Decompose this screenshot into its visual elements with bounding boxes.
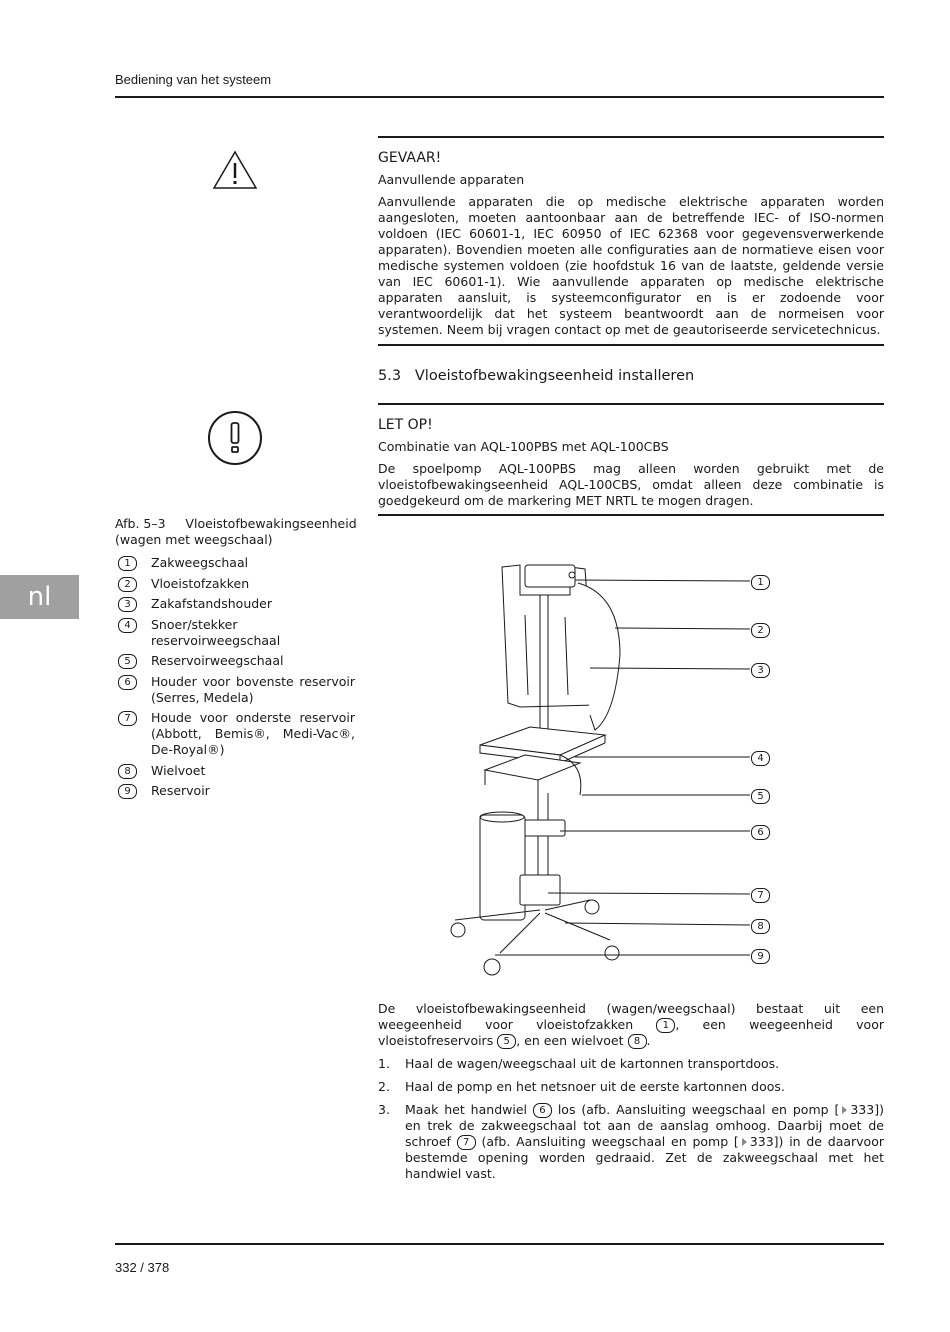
inline-number: 7 [457,1135,476,1150]
legend-item [115,763,355,779]
inline-number: 8 [628,1034,647,1049]
section-heading [378,368,694,384]
legend-item [115,596,355,612]
legend-text: Houder voor bovenste reservoir (Serres, Medela) [151,673,355,705]
page-number: 332 / 378 [115,1260,170,1275]
figure-caption-text: Vloeistofbewakingseenheid (wagen met weegschaal) [115,516,357,547]
legend-item [115,710,355,758]
callout-2: 2 [751,623,770,638]
section-number: 5.3 [378,368,402,384]
legend-item [115,617,355,649]
notice-title: LET OP! [378,417,433,433]
page-ref-arrow-icon [742,1138,747,1146]
step-number: 3. [378,1102,390,1117]
legend-number: 8 [118,764,137,779]
legend-number: 5 [118,654,137,669]
intro-text: De vloeistofbewakingseenheid (wagen/weegschaal) bestaat uit een weegeenheid voor vloeistofzakken [378,1001,884,1032]
inline-number: 1 [656,1018,675,1033]
step-item [378,1102,884,1182]
legend-text: Reservoir [151,783,210,798]
legend-number: 2 [118,577,137,592]
step-text: ]) en trek de zakweegschaal tot aan de aanslag omhoog. Daarbij moet de schroef [405,1102,884,1149]
running-header: Bediening van het systeem [115,72,272,87]
callout-4: 4 [751,751,770,766]
legend-text: Snoer/stekker reservoirweegschaal [151,616,281,648]
notice-box-bottom-rule [378,514,884,516]
legend-item [115,674,355,706]
notice-text: De spoelpomp AQL-100PBS mag alleen worden gebruikt met de vloeistofbewakingseenheid AQL-100CBS, omdat alleen deze combinatie is goedgekeurd om de markering MET NRTL te mogen dragen. [378,461,884,508]
danger-subtitle: Aanvullende apparaten [378,172,525,187]
danger-text: Aanvullende apparaten die op medische elektrische apparaten worden aangesloten, moeten aantoonbaar aan de betreffende IEC- of ISO-normen voldoen (IEC 60601-1, IEC 60950 of IEC 62368 voor gegevensverwerkende apparaten). Bovendien moeten alle configuraties aan de normatieve eisen voor medische systemen voldoen (zie hoofdstuk 16 van de laatste, geldende versie van IEC 60601-1). Wie aanvullende apparaten op medische elektrische apparaten aansluit, is systeemconfigurator en is er zodoende voor verantwoordelijk dat het systeem beantwoordt aan de normeisen voor systemen. Neem bij vragen contact op met de geautoriseerde servicetechnicus. [378,194,884,337]
cart-illustration [420,555,780,990]
legend-text: Zakweegschaal [151,555,249,570]
header-rule [115,96,884,98]
footer-rule [115,1243,884,1245]
step-text: los (afb. Aansluiting weegschaal en pomp [ [557,1102,840,1117]
step-item [378,1079,884,1095]
step-number: 2. [378,1079,390,1094]
legend-item [115,576,355,592]
figure-caption [115,516,360,548]
intro-text: , een weegeenheid voor vloeistofreservoirs [378,1017,884,1048]
callout-8: 8 [751,919,770,934]
legend-number: 7 [118,711,137,726]
notice-box-top-rule [378,403,884,405]
callout-6: 6 [751,825,770,840]
callout-9: 9 [751,949,770,964]
legend-number: 4 [118,618,137,633]
danger-box-top-rule [378,136,884,138]
callout-5: 5 [751,789,770,804]
danger-title: GEVAAR! [378,150,442,166]
section-title: Vloeistofbewakingseenheid installeren [414,368,695,384]
inline-number: 6 [533,1103,552,1118]
instruction-steps [378,1056,884,1189]
step-item [378,1056,884,1072]
legend-text: Vloeistofzakken [151,575,250,591]
legend-item [115,555,355,571]
intro-paragraph [378,1001,884,1049]
legend-text: Houde voor onderste reservoir (Abbott, Bemis®, Medi-Vac®, De-Royal®) [151,710,355,757]
legend-number: 1 [118,556,137,571]
legend-number: 3 [118,597,137,612]
notice-subtitle: Combinatie van AQL-100PBS met AQL-100CBS [378,439,669,454]
step-text: Maak het handwiel [405,1102,527,1117]
step-text: Haal de pomp en het netsnoer uit de eerste kartonnen doos. [405,1079,785,1094]
legend-number: 6 [118,675,137,690]
legend-item [115,783,355,799]
figure-caption-label: Afb. 5–3 [115,516,166,531]
callout-3: 3 [751,663,770,678]
notice-exclamation-icon [207,410,263,466]
intro-text: . [646,1033,651,1048]
callout-7: 7 [751,888,770,903]
step-text: Haal de wagen/weegschaal uit de kartonnen transportdoos. [405,1056,780,1071]
legend-item [115,653,355,669]
page-ref-arrow-icon [842,1106,847,1114]
figure-legend [115,555,355,804]
inline-number: 5 [497,1034,516,1049]
warning-triangle-icon [212,150,258,190]
page-ref-link[interactable]: 333 [749,1134,774,1149]
step-number: 1. [378,1056,390,1071]
legend-text: Reservoirweegschaal [151,653,284,668]
callout-1: 1 [751,575,770,590]
legend-text: Wielvoet [151,762,206,778]
page-ref-link[interactable]: 333 [850,1102,875,1117]
step-text: (afb. Aansluiting weegschaal en pomp [ [481,1134,739,1149]
language-tab: nl [0,575,79,619]
intro-text: , en een wielvoet [516,1033,624,1048]
step-text: ]) in de daarvoor bestemde opening worden gedraaid. Zet de zakweegschaal met het handwiel vast. [405,1134,884,1181]
legend-text: Zakafstandshouder [151,596,273,611]
danger-box-bottom-rule [378,344,884,346]
legend-number: 9 [118,784,137,799]
